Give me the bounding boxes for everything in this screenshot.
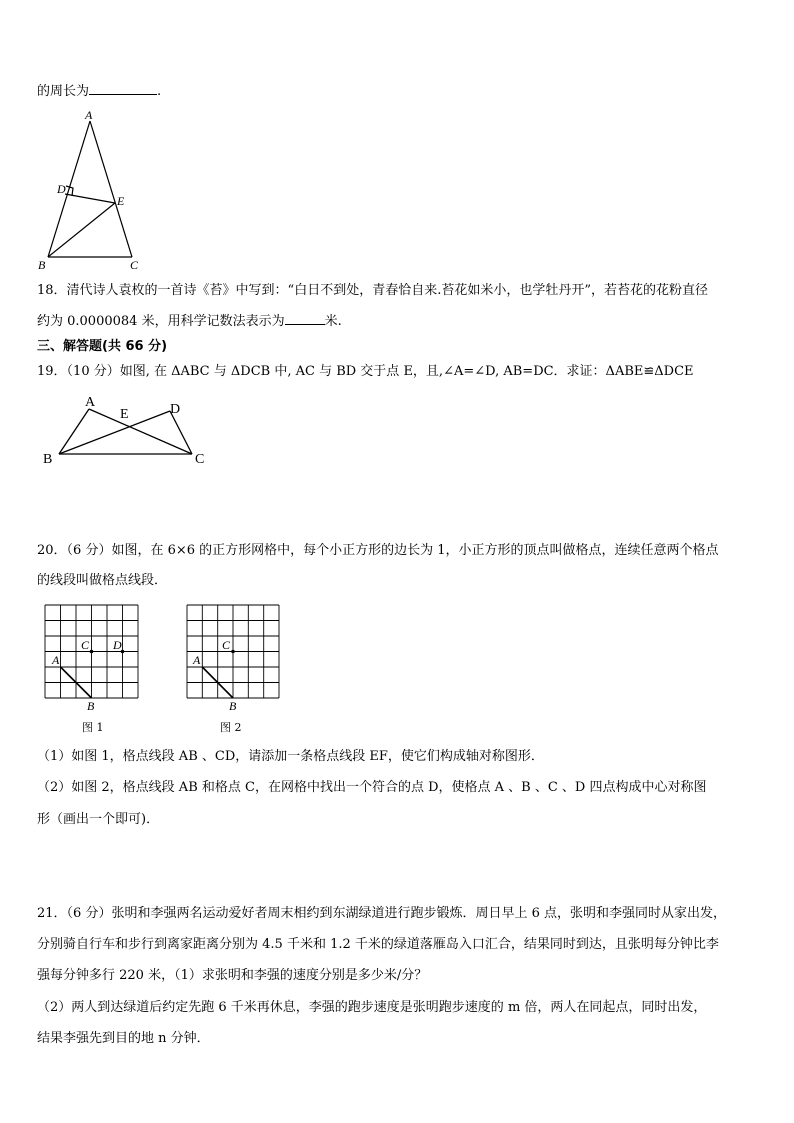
q18-line1: 18．清代诗人袁枚的一首诗《苔》中写到：“白日不到处，青春恰自来.苔花如米小，也学牡丹开”，若苔花的花粉直径	[37, 283, 708, 298]
segment-BE	[48, 203, 115, 257]
q20-line1: 20．（6 分）如图，在 6×6 的正方形网格中，每个小正方形的边长为 1，小正方形的顶点叫做格点，连续任意两个格点	[37, 543, 719, 558]
q20-fig2-label-C: C	[222, 638, 231, 652]
q21-line1: 21．（6 分）张明和李强两名运动爱好者周末相约到东湖绿道进行跑步锻炼．周日早上 6 点，张明和李强同时从家出发，	[37, 906, 726, 921]
q19-segment-DC	[170, 411, 192, 454]
q20-fig1-point-C	[90, 650, 94, 654]
q20-fig1-label-B: B	[87, 699, 95, 713]
q21-line5: 结果李强先到目的地 n 分钟．	[37, 1031, 210, 1046]
q20-fig1-label-C: C	[81, 638, 90, 652]
q20-part2-line2: 形（画出一个即可)．	[37, 812, 160, 827]
q20-line2: 的线段叫做格点线段．	[37, 573, 168, 588]
label-D: D	[57, 182, 66, 196]
answer-blank[interactable]	[285, 312, 325, 325]
q19-label-A: A	[85, 395, 96, 410]
q20-fig1-label-D: D	[113, 638, 122, 652]
label-B: B	[38, 258, 46, 272]
q20-fig1-label-A: A	[52, 653, 60, 667]
q19-label-B: B	[43, 452, 53, 467]
q20-fig1-caption: 图 1	[82, 721, 104, 734]
q20-fig2-point-C	[231, 650, 235, 654]
q21-line3: 强每分钟多行 220 米，（1）求张明和李强的速度分别是多少米/分？	[37, 968, 428, 983]
label-E: E	[117, 194, 125, 208]
q19-segment-BD	[59, 411, 170, 454]
q20-part1: （1）如图 1，格点线段 AB 、CD，请添加一条格点线段 EF，使它们构成轴对称图形．	[37, 749, 544, 764]
segment-AB	[48, 121, 90, 257]
q20-fig2-label-B: B	[229, 699, 237, 713]
section-title: 三、解答题(共 66 分)	[37, 339, 168, 354]
label-A: A	[85, 108, 93, 122]
q21-line2: 分别骑自行车和步行到离家距离分别为 4.5 千米和 1.2 千米的绿道落雁岛入口汇合，结果同时到达，且张明每分钟比李	[37, 937, 719, 952]
q21-line4: （2）两人到达绿道后约定先跑 6 千米再休息，李强的跑步速度是张明跑步速度的 m 倍，两人在同起点，同时出发，	[37, 1000, 707, 1015]
q17-tail: 的周长为 .	[37, 84, 162, 99]
q20-fig2-label-A: A	[193, 653, 201, 667]
q19-label-C: C	[195, 452, 205, 467]
segment-AC	[90, 121, 132, 257]
q18-line2: 约为 0.0000084 米，用科学记数法表示为 米.	[37, 314, 342, 329]
q20-fig2-caption: 图 2	[220, 721, 242, 734]
q19-label-E: E	[120, 407, 129, 422]
q19-line: 19．（10 分）如图, 在 ΔABC 与 ΔDCB 中, AC 与 BD 交于点 E，且,∠A=∠D, AB=DC．求证：ΔABE≌ΔDCE	[37, 364, 694, 379]
q19-label-D: D	[170, 402, 181, 417]
q20-part2-line1: （2）如图 2，格点线段 AB 和格点 C，在网格中找出一个符合的点 D，使格点 A 、B 、C 、D 四点构成中心对称图	[37, 780, 707, 795]
q19-segment-AB	[59, 409, 89, 454]
label-C: C	[130, 258, 139, 272]
